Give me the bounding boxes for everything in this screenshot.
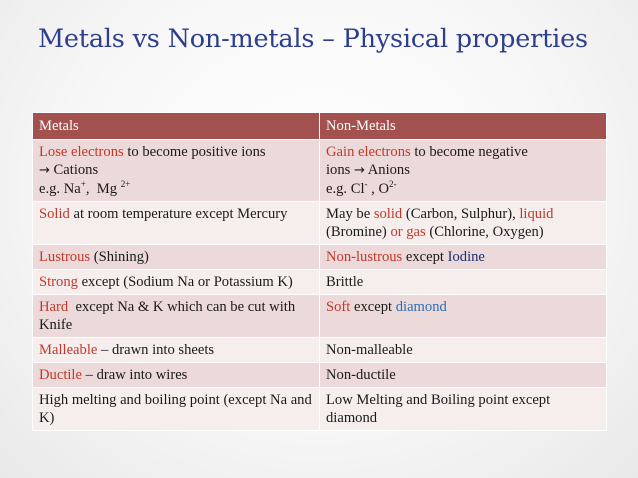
cell-nonmetals-ductility: Non-ductile [320,363,607,388]
cell-nonmetals-strength: Brittle [320,270,607,295]
table-row [33,140,607,202]
cell-metals-lustre: Lustrous (Shining) [33,245,320,270]
cell-metals-electrons: Lose electrons to become positive ions → Cations e.g. Na+, Mg $^{2+}$ [33,140,320,202]
table-row [33,295,607,338]
slide-title: Metals vs Non-metals – Physical properties [38,24,588,54]
table-row [33,245,607,270]
table-row [33,270,607,295]
arrow-icon: → [39,163,50,178]
cell-metals-state: Solid at room temperature except Mercury [33,202,320,245]
cell-metals-malleability: Malleable – drawn into sheets [33,338,320,363]
table-row [33,388,607,431]
cell-nonmetals-electrons: Gain electrons to become negative ions → Anions e.g. Cl- , $O^{2-}$ [320,140,607,202]
cell-nonmetals-lustre: Non-lustrous except Iodine [320,245,607,270]
table-header-row [33,113,607,140]
header-nonmetals: Non-Metals [320,113,607,140]
cell-metals-ductility: Ductile – draw into wires [33,363,320,388]
header-metals: Metals [33,113,320,140]
cell-nonmetals-melting: Low Melting and Boiling point except diamond [320,388,607,431]
table-row [33,363,607,388]
cell-nonmetals-hardness: Soft except diamond [320,295,607,338]
table-row [33,202,607,245]
properties-table [32,112,607,431]
cell-metals-hardness: Hard except Na & K which can be cut with Knife [33,295,320,338]
cell-metals-strength: Strong except (Sodium Na or Potassium K) [33,270,320,295]
arrow-icon: → [353,163,365,178]
cell-metals-melting: High melting and boiling point (except Na and K) [33,388,320,431]
table-row [33,338,607,363]
cell-nonmetals-state: May be solid (Carbon, Sulphur), liquid (Bromine) or gas (Chlorine, Oxygen) [320,202,607,245]
cell-nonmetals-malleability: Non-malleable [320,338,607,363]
